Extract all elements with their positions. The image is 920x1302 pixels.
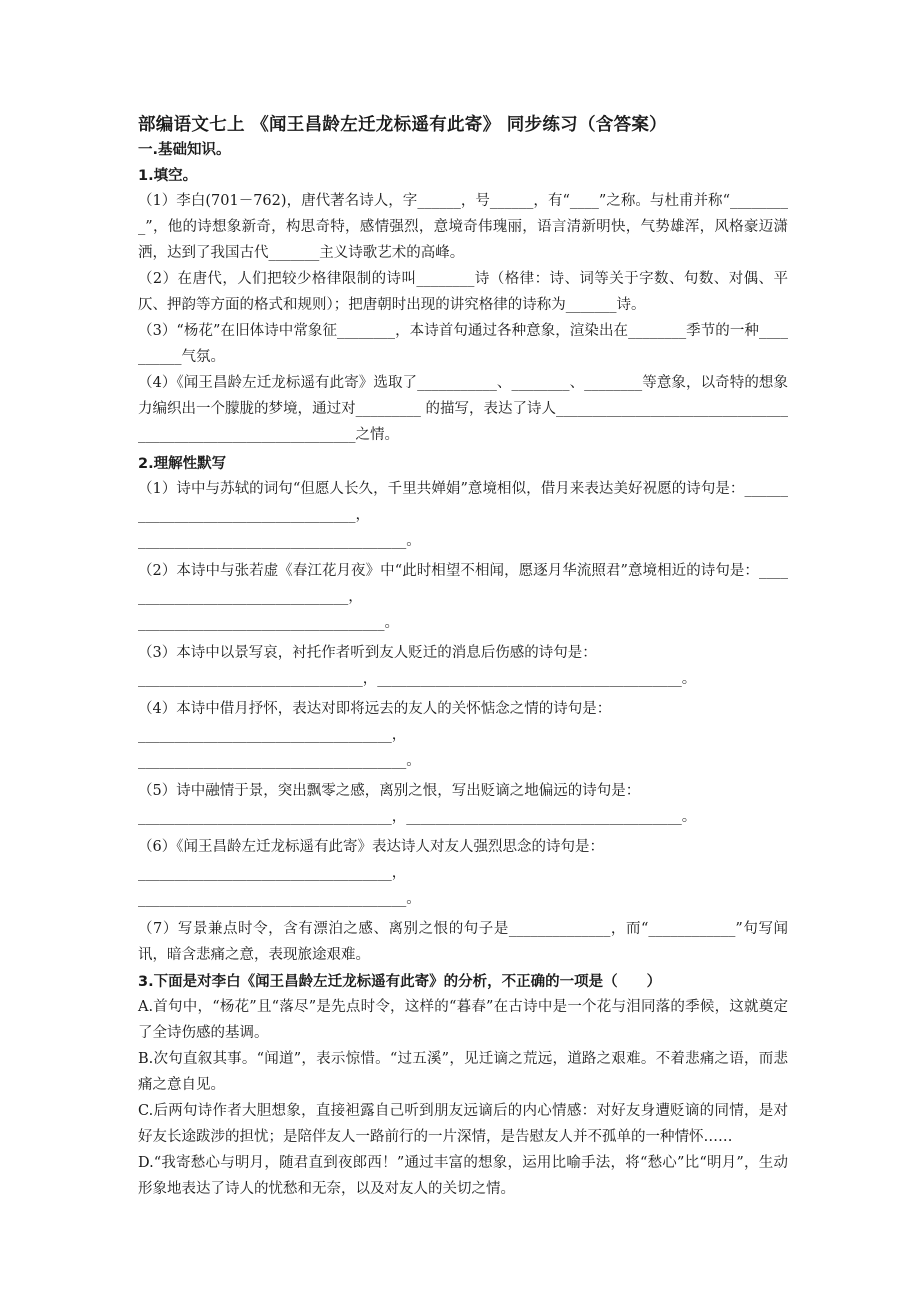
question-2-heading: 2.理解性默写	[138, 456, 227, 472]
answer-line: ___________________________________，	[138, 865, 407, 881]
answer-line: _____________________________________。	[138, 753, 421, 769]
answer-line: ___________________________________，	[138, 727, 407, 743]
answer-line: _______________________________，__________________________________________。	[138, 671, 697, 687]
question-3-heading: 3.下面是对李白《闻王昌龄左迁龙标遥有此寄》的分析，不正确的一项是（ ）	[138, 974, 662, 990]
question-1-item-4: （4）《闻王昌龄左迁龙标遥有此寄》选取了___________、________、________等意象，以奇特的想象力编织出一个朦胧的梦境，通过对_________ 的描写，表达了诗人______________________________________________________________之情。	[138, 375, 788, 443]
answer-line: __________________________________。	[138, 615, 399, 631]
answer-line: _____________________________________。	[138, 891, 421, 907]
question-2-item-1: （1）诗中与苏轼的词句“但愿人长久，千里共婵娟”意境相似，借月来表达美好祝愿的诗句是：____________________________________，	[138, 481, 788, 523]
worksheet-page	[138, 108, 788, 1202]
question-2-item-7: （7）写景兼点时令，含有漂泊之感、离别之恨的句子是______________，而“____________”句写闻讯，暗含悲痛之意，表现旅途艰难。	[138, 921, 788, 963]
question-1-item-3: （3）“杨花”在旧体诗中常象征________，本诗首句通过各种意象，渲染出在________季节的一种__________气氛。	[138, 323, 788, 365]
question-2-item-2: （2）本诗中与张若虚《春江花月夜》中“此时相望不相闻，愿逐月华流照君”意境相近的诗句是：_________________________________，	[138, 563, 788, 605]
question-1-item-1: （1）李白(701－762)，唐代著名诗人，字______，号______，有“____”之称。与杜甫并称“_________”，他的诗想象新奇，构思奇特，感情强烈，意境奇伟瑰丽，语言清新明快，气势雄浑，风格豪迈潇洒，达到了我国古代_______主义诗歌艺术的高峰。	[138, 193, 788, 261]
question-1-item-2: （2）在唐代，人们把较少格律限制的诗叫________诗（格律：诗、词等关于字数、句数、对偶、平仄、押韵等方面的格式和规则）；把唐朝时出现的讲究格律的诗称为_______诗。	[138, 271, 788, 313]
question-3-option-c: C.后两句诗作者大胆想象，直接袒露自己听到朋友远谪后的内心情感：对好友身遭贬谪的同情，是对好友长途跋涉的担忧；是陪伴友人一路前行的一片深情，是告慰友人并不孤单的一种情怀……	[138, 1103, 788, 1145]
section-heading-basics: 一.基础知识。	[138, 142, 231, 158]
answer-line: ___________________________________，______________________________________。	[138, 809, 697, 825]
question-3-option-b: B.次句直叙其事。“闻道”，表示惊惜。“过五溪”，见迁谪之荒远，道路之艰难。不着悲痛之语，而悲痛之意自见。	[138, 1051, 788, 1093]
answer-line: _____________________________________。	[138, 533, 421, 549]
question-2-item-6: （6）《闻王昌龄左迁龙标遥有此寄》表达诗人对友人强烈思念的诗句是：	[138, 839, 604, 855]
question-2-item-4: （4）本诗中借月抒怀，表达对即将远去的友人的关怀惦念之情的诗句是：	[138, 701, 612, 717]
question-1-heading: 1.填空。	[138, 168, 198, 184]
question-3-option-d: D.“我寄愁心与明月，随君直到夜郎西！”通过丰富的想象，运用比喻手法，将“愁心”比“明月”，生动形象地表达了诗人的忧愁和无奈，以及对友人的关切之情。	[138, 1155, 788, 1197]
question-2-item-5: （5）诗中融情于景，突出飘零之感，离别之恨，写出贬谪之地偏远的诗句是：	[138, 783, 641, 799]
page-title: 部编语文七上 《闻王昌龄左迁龙标遥有此寄》 同步练习（含答案）	[138, 115, 667, 135]
question-3-option-a: A.首句中，“杨花”且“落尽”是先点时令，这样的“暮春”在古诗中是一个花与泪同落的季候，这就奠定了全诗伤感的基调。	[138, 999, 788, 1041]
question-2-item-3: （3）本诗中以景写哀，衬托作者听到友人贬迁的消息后伤感的诗句是：	[138, 645, 597, 661]
